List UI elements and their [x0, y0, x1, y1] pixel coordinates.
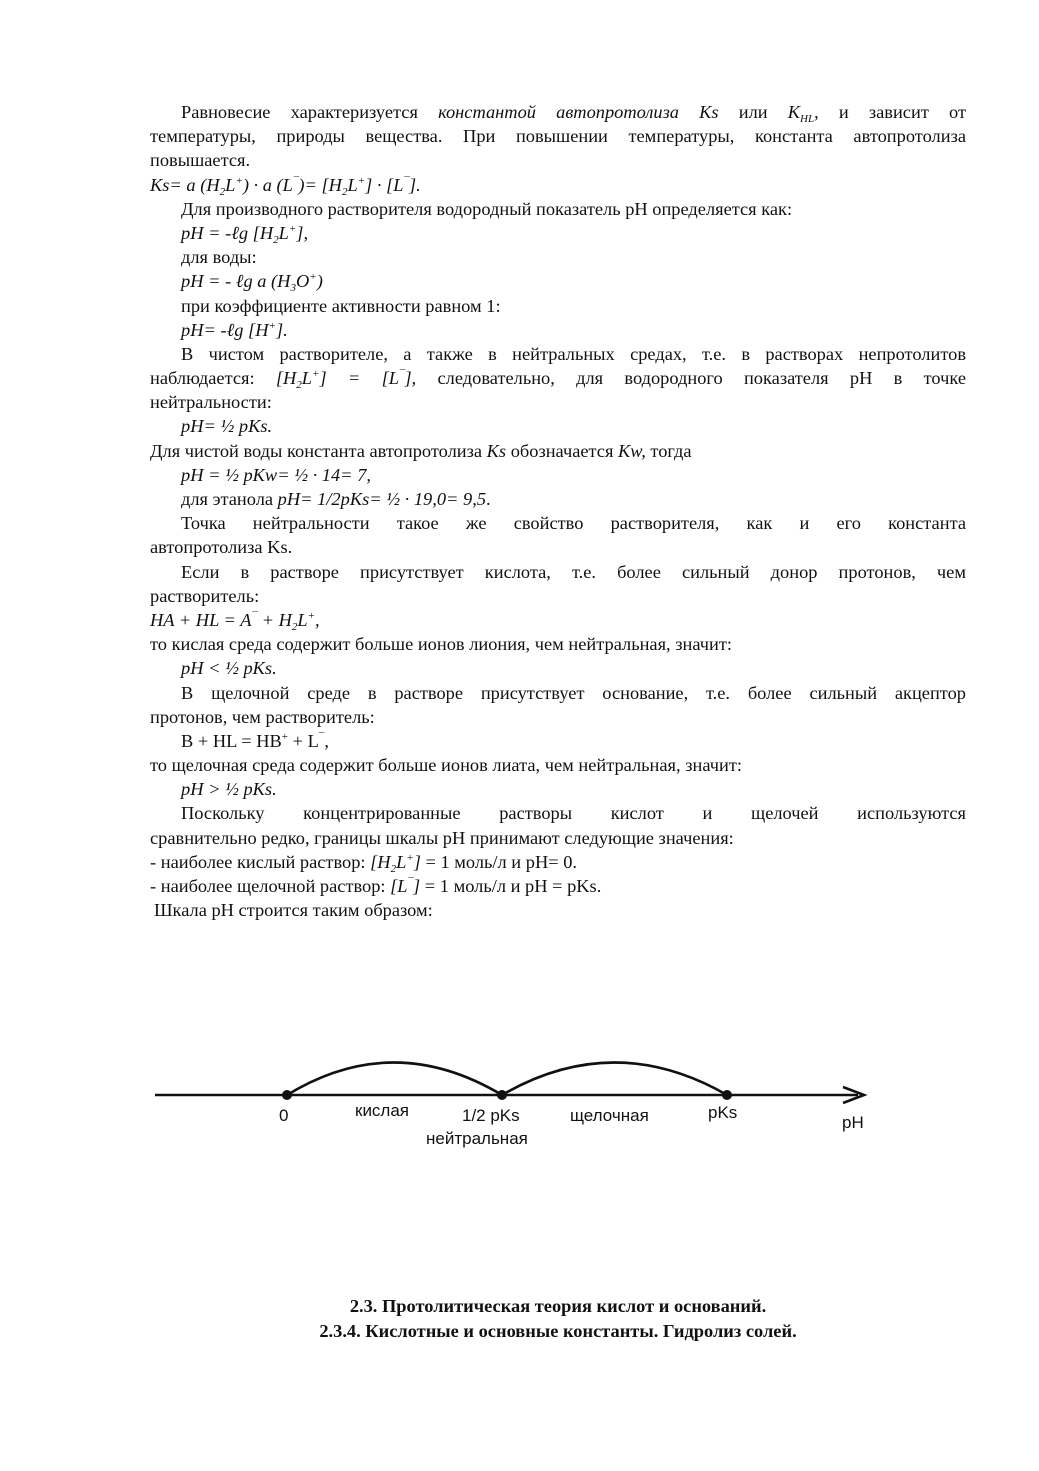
formula-neutral: pH= ½ pKs. — [181, 416, 273, 437]
formula-ph-water: pH = - ℓg a $(H_3O^+)$ — [181, 271, 323, 295]
paragraph-line: В чистом растворителе, а также в нейтральных средах, т.е. в растворах непротолитов — [181, 343, 966, 364]
label-alkaline: щелочная — [570, 1106, 649, 1125]
formula-ph-solvent: pH = -ℓg $[H_2L^+]$, — [181, 222, 309, 246]
point-half-pks — [497, 1090, 507, 1100]
list-item: - наиболее щелочной раствор: [L¯] = 1 моль/л и рН = pKs. — [150, 876, 602, 896]
paragraph-line: В щелочной среде в растворе присутствует основание, т.е. более сильный акцептор — [181, 682, 966, 703]
label-pks: pKs — [708, 1103, 738, 1122]
paragraph-line: для этанола pH= 1/2pKs= ½ · 19,0= 9,5. — [181, 489, 491, 509]
paragraph-line: Точка нейтральности такое же свойство растворителя, как и его константа — [181, 513, 966, 534]
paragraph-line: то щелочная среда содержит больше ионов лиата, чем нейтральная, значит: — [150, 755, 742, 776]
acid-range-arc — [287, 1063, 502, 1096]
paragraph-line: Равновесие характеризуется константой автопротолиза Ks или $K_{HL}$, и зависит от — [181, 102, 967, 125]
paragraph-line: наблюдается: $[H_2L^+] = [L^¯]$, следовательно, для водородного показателя рН в точке — [150, 368, 966, 392]
formula-acid-condition: pH < ½ pKs. — [181, 658, 277, 679]
paragraph-line: повышается. — [150, 150, 251, 171]
paragraph-line: Для производного растворителя водородный показатель рН определяется как: — [181, 198, 793, 219]
paragraph-line: автопротолиза Ks. — [150, 537, 293, 558]
list-item: - наиболее кислый раствор: $[H_2L^+] = 1$ моль/л и рН= 0. — [150, 851, 577, 875]
point-zero — [282, 1090, 292, 1100]
section-title: 2.3. Протолитическая теория кислот и оснований. — [349, 1296, 767, 1316]
formula-water-ph: pH = ½ pKw= ½ · 14= 7, — [181, 464, 371, 485]
formula-ks: Ks= a $(H_2L^+) \cdot a$ $(L^¯)= [H_2L^+] \cdot [L^¯]$. — [150, 174, 421, 198]
paragraph-line: Поскольку концентрированные растворы кислот и щелочей используются — [181, 803, 966, 824]
label-half-pks: 1/2 pKs — [462, 1106, 520, 1125]
paragraph-line: для воды: — [181, 247, 257, 268]
paragraph-line: при коэффициенте активности равном 1: — [181, 295, 501, 316]
label-zero: 0 — [279, 1106, 289, 1125]
label-neutral: нейтральная — [426, 1129, 528, 1148]
formula-base-condition: pH > ½ pKs. — [181, 779, 277, 800]
formula-acid: HA + HL = $A^¯ + H_2L^+$, — [150, 609, 320, 633]
paragraph-line: температуры, природы вещества. При повышении температуры, константа автопротолиза — [150, 126, 966, 147]
paragraph-line: сравнительно редко, границы шкалы рН принимают следующие значения: — [150, 827, 734, 848]
paragraph-line: Для чистой воды константа автопротолиза Ks обозначается Kw, тогда — [150, 440, 692, 461]
label-ph: pH — [842, 1113, 864, 1132]
point-pks — [722, 1090, 732, 1100]
paragraph-line: протонов, чем растворитель: — [150, 706, 375, 727]
subsection-title: 2.3.4. Кислотные и основные константы. Гидролиз солей. — [319, 1321, 797, 1341]
formula-ph-h: pH= -ℓg [H+]. — [181, 319, 288, 340]
label-acid: кислая — [355, 1101, 410, 1120]
alkaline-range-arc — [502, 1063, 727, 1096]
section-headings — [150, 1294, 966, 1344]
paragraph-line: нейтральности: — [150, 392, 272, 413]
paragraph-line: то кислая среда содержит больше ионов лиония, чем нейтральная, значит: — [150, 634, 733, 655]
paragraph-line: Шкала рН строится таким образом: — [154, 900, 433, 921]
paragraph-line: растворитель: — [150, 585, 260, 606]
paragraph-line: Если в растворе присутствует кислота, т.е. более сильный донор протонов, чем — [181, 561, 966, 582]
formula-base: B + HL = HB+ + L¯, — [181, 730, 329, 751]
